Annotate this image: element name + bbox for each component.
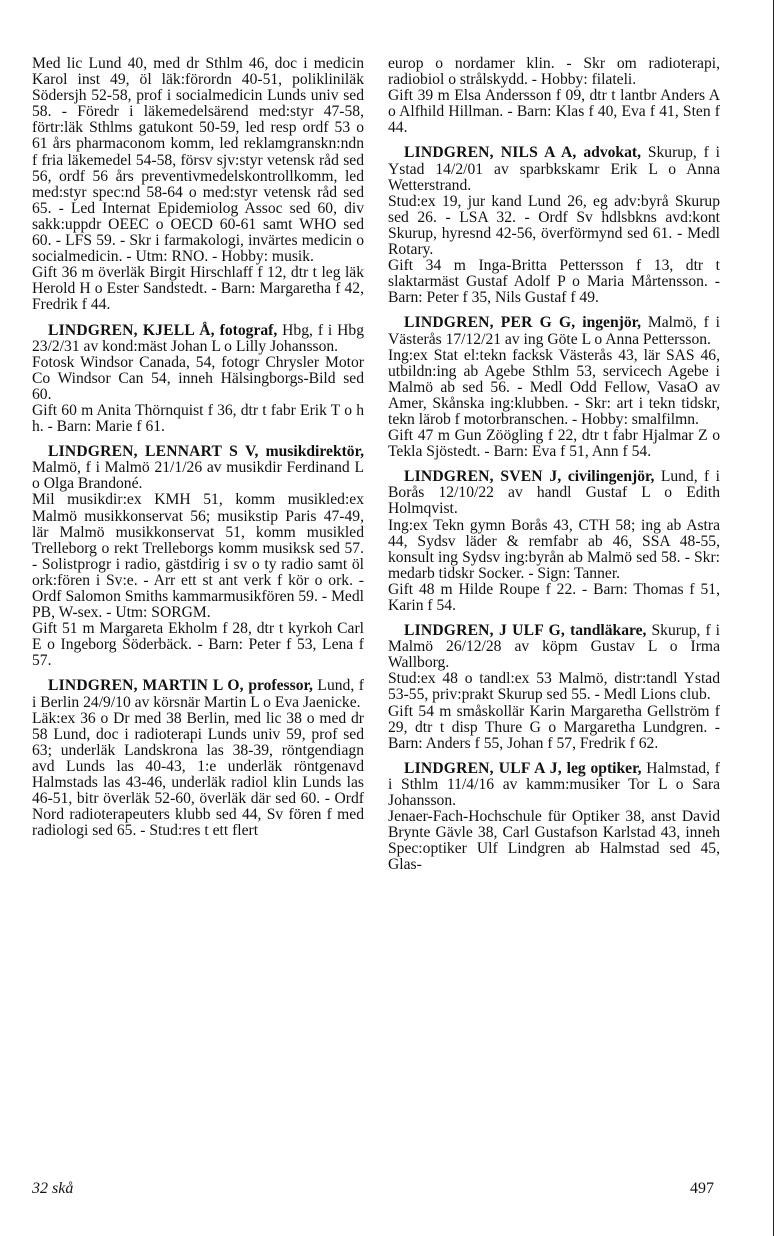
entry-paragraph: Ing:ex Tekn gymn Borås 43, CTH 58; ing ab Astra 44, Sydsv läder & remfabr ab 46, SSA 48-55, konsult ing Sydsv ing:byrån ab Malmö sed 58. - Skr: medarb tidskr Socker. - Sign: Tanner. — [388, 516, 720, 582]
entry-name: LINDGREN, J ULF G, — [404, 622, 566, 640]
biography-entry — [388, 761, 720, 874]
biography-entry — [388, 623, 720, 752]
entry-birth-info: Hbg, f i Hbg 23/2/31 av kond:mäst Johan L o Lilly Johansson. — [32, 321, 364, 355]
entry-occupation: civilingenjör, — [567, 468, 655, 486]
entry-heading — [388, 761, 720, 809]
entry-paragraph: Gift 54 m småskollär Karin Margaretha Gellström f 29, dtr t disp Thure G o Margaretha Lundgren. - Barn: Anders f 55, Johan f 57, Fredrik f 62. — [388, 702, 720, 752]
entry-birth-info: Skurup, f i Malmö 26/12/28 av köpm Gustav L o Irma Wallborg. — [388, 622, 721, 672]
entry-name: LINDGREN, MARTIN L O, — [48, 677, 244, 695]
entry-name: LINDGREN, NILS A A, — [404, 144, 577, 162]
entry-birth-info: Lund, f i Berlin 24/9/10 av körsnär Martin L o Eva Jaenicke. — [32, 677, 364, 711]
entry-birth-info: Lund, f i Borås 12/10/22 av handl Gustaf L o Edith Holmqvist. — [388, 468, 720, 518]
entry-name: LINDGREN, SVEN J, — [404, 468, 562, 486]
entry-paragraph: Ing:ex Stat el:tekn facksk Västerås 43, lär SAS 46, utbildn:ing ab Agebe Sthlm 53, servicech Agebe i Malmö ab sed 56. - Medl Odd Fellow, VasaO av Amer, Skånska ing:klubben. - Skr: art i tekn tidskr, tekn lärob f motorbranschen. - Hobby: smalfilmn. — [388, 346, 720, 428]
entry-paragraph: Gift 34 m Inga-Britta Pettersson f 13, dtr t slaktarmäst Gustaf Adolf P o Maria Mårtensson. - Barn: Peter f 35, Nils Gustaf f 49. — [388, 257, 720, 307]
page-number: 497 — [690, 1180, 714, 1197]
entry-paragraph: Stud:ex 48 o tandl:ex 53 Malmö, distr:tandl Ystad 53-55, priv:prakt Skurup sed 55. - Medl Lions club. — [388, 670, 720, 704]
entry-paragraph: Mil musikdir:ex KMH 51, komm musikled:ex Malmö musikkonservat 56; musikstip Paris 47-49, lär Malmö musikkonservat 51, komm musikled Trelleborg o rekt Trelleborgs komm musiksk sed 57. - Solistprogr i radio, gästdirig i sv o ty radio samt öl ork:fören i Sv:e. - Arr ett st ant verk f kör o ork. - Ordf Salomon Smiths kammarmusikfören 59. - Medl PB, W-sex. - Utm: SORGM. — [32, 491, 364, 622]
biography-entry — [388, 315, 720, 460]
entry-occupation: tandläkare, — [570, 622, 647, 640]
entry-paragraph: Gift 60 m Anita Thörnquist f 36, dtr t fabr Erik T o h h. - Barn: Marie f 61. — [32, 401, 364, 436]
entry-heading — [388, 623, 720, 671]
biography-entry — [388, 56, 720, 136]
biography-entry — [32, 323, 364, 436]
entry-occupation: ingenjör, — [582, 314, 642, 332]
right-column — [388, 56, 720, 874]
entry-paragraph: Gift 51 m Margareta Ekholm f 28, dtr t kyrkoh Carl E o Ingeborg Söderbäck. - Barn: Peter f 53, Lena f 57. — [32, 620, 364, 670]
entry-paragraph: Gift 36 m överläk Birgit Hirschlaff f 12, dtr t leg läk Herold H o Ester Sandstedt. - Barn: Margaretha f 42, Fredrik f 44. — [32, 264, 364, 314]
biography-entry — [32, 56, 364, 314]
entry-heading — [32, 444, 364, 492]
page-edge-line — [773, 0, 774, 1236]
left-column — [32, 56, 364, 839]
entry-name: LINDGREN, KJELL Å, — [48, 321, 215, 339]
entry-birth-info: Skurup, f i Ystad 14/2/01 av sparbkskamr Erik L o Anna Wetterstrand. — [388, 144, 720, 194]
entry-occupation: advokat, — [583, 144, 641, 162]
entry-paragraph: Läk:ex 36 o Dr med 38 Berlin, med lic 38 o med dr 58 Lund, doc i radioterapi Lunds univ 59, prof sed 63; underläk Landskrona las 38-39, röntgendiagn avd Lunds las 40-43, 1:e underläk röntgenavd Halmstads las 43-46, underläk radiol klin Lunds las 46-51, bitr överläk 52-60, överläk där sed 60. - Ordf Nord radioterapeuters klubb sed 44, Sv fören f med radiologi sed 65. - Stud:res t ett flert — [32, 709, 364, 840]
entry-birth-info: Halmstad, f i Sthlm 11/4/16 av kamm:musiker Tor L o Sara Johansson. — [388, 759, 720, 810]
entry-name: LINDGREN, ULF A J, — [404, 759, 562, 777]
entry-occupation: leg optiker, — [566, 759, 642, 777]
entry-paragraph: europ o nordamer klin. - Skr om radioterapi, radiobiol o strålskydd. - Hobby: filateli. — [388, 55, 720, 89]
entry-occupation: musikdirektör, — [265, 443, 364, 461]
entry-heading — [32, 678, 364, 710]
entry-heading — [388, 469, 720, 517]
biography-entry — [388, 469, 720, 614]
entry-paragraph: Jenaer-Fach-Hochschule für Optiker 38, anst David Brynte Gävle 38, Carl Gustafson Karlstad 43, inneh Spec:optiker Ulf Lindgren ab Halmstad sed 45, Glas- — [388, 808, 720, 874]
entry-paragraph: Gift 39 m Elsa Andersson f 09, dtr t lantbr Anders A o Alfhild Hillman. - Barn: Klas f 40, Eva f 41, Sten f 44. — [388, 87, 720, 137]
entry-birth-info: Malmö, f i Västerås 17/12/21 av ing Göte L o Anna Pettersson. — [388, 314, 720, 348]
biography-entry — [32, 678, 364, 839]
entry-heading — [388, 145, 720, 193]
entry-paragraph: Gift 47 m Gun Zöögling f 22, dtr t fabr Hjalmar Z o Tekla Sjöstedt. - Barn: Eva f 51, Ann f 54. — [388, 427, 720, 461]
entry-heading — [32, 323, 364, 355]
biography-entry — [388, 145, 720, 306]
entry-occupation: professor, — [248, 677, 313, 695]
entry-paragraph: Gift 48 m Hilde Roupe f 22. - Barn: Thomas f 51, Karin f 54. — [388, 580, 720, 614]
entry-birth-info: Malmö, f i Malmö 21/1/26 av musikdir Ferdinand L o Olga Brandoné. — [32, 459, 364, 493]
footer-signature: 32 skå — [32, 1180, 74, 1197]
entry-name: LINDGREN, LENNART S V, — [48, 443, 259, 461]
entry-paragraph: Med lic Lund 40, med dr Sthlm 46, doc i medicin Karol inst 49, öl läk:förordn 40-51, polikliniläk Södersjh 52-58, prof i socialmedicin Lunds univ sed 58. - Föredr i läkemedelsärend med:styr 47-58, förtr:läk Sthlms gatukont 50-59, led resp ordf 53 o 61 års pharmaconom komm, led reklamgranskn:ndn f fria läkemedel 54-58, försv sjv:styr vetensk råd sed 56, ordf 56 års preventivmedelskontrollkomm, led med:styr spec:nd 58-64 o med:styr vetensk råd sed 65. - Led Internat Epidemiolog Assoc sed 60, div sakk:uppdr OEEC o OECD 60-61 samt WHO sed 60. - LFS 59. - Skr i farmakologi, invärtes medicin o socialmedicin. - Utm: RNO. - Hobby: musik. — [32, 55, 364, 266]
biography-entry — [32, 444, 364, 669]
entry-paragraph: Fotosk Windsor Canada, 54, fotogr Chrysler Motor Co Windsor Can 54, inneh Hälsingborgs-Bild sed 60. — [32, 353, 364, 403]
entry-name: LINDGREN, PER G G, — [404, 314, 576, 332]
entry-paragraph: Stud:ex 19, jur kand Lund 26, eg adv:byrå Skurup sed 26. - LSA 32. - Ordf Sv hdlsbkns avd:kont Skurup, hyresnd 42-56, överförmynd sed 61. - Medl Rotary. — [388, 192, 720, 259]
entry-occupation: fotograf, — [219, 321, 278, 339]
entry-heading — [388, 315, 720, 347]
